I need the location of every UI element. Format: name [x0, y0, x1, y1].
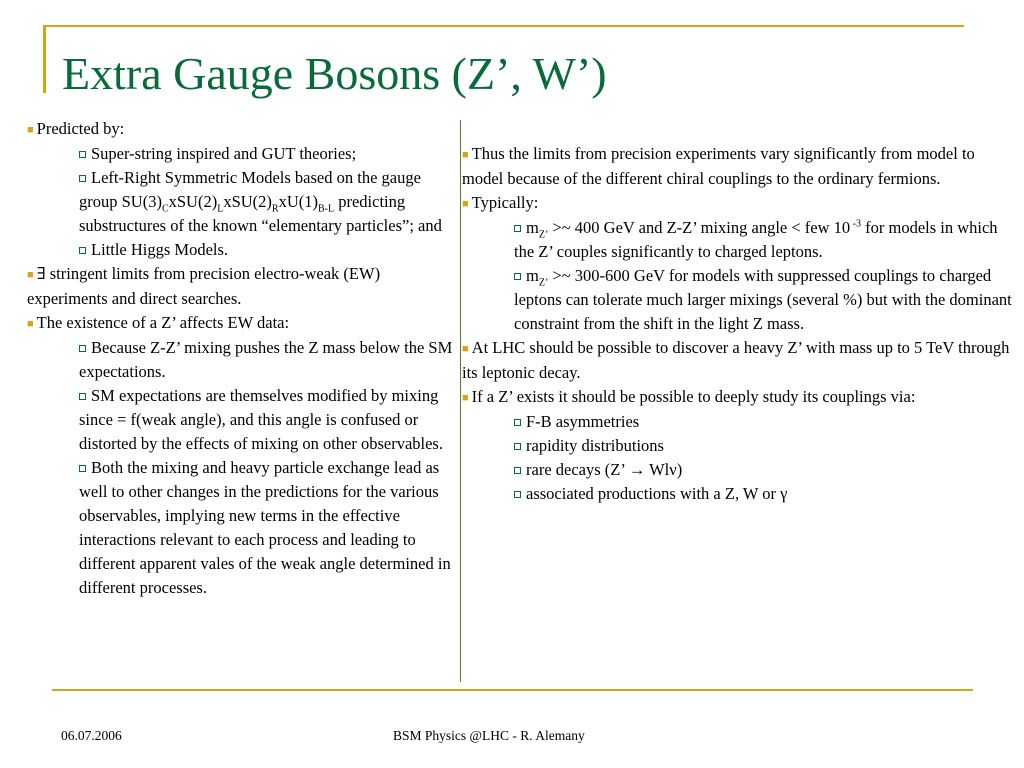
sub-bullet-fb-asymmetries: F-B asymmetries — [514, 410, 1014, 434]
hollow-square-bullet-icon — [514, 467, 521, 474]
title-frame-horizontal — [43, 25, 964, 27]
hollow-square-bullet-icon — [79, 247, 86, 254]
hollow-square-bullet-icon — [514, 443, 521, 450]
hollow-square-bullet-icon — [79, 175, 86, 182]
sub-bullet-associated: associated productions with a Z, W or γ — [514, 482, 1014, 506]
sub-bullet-little-higgs: Little Higgs Models. — [79, 238, 459, 262]
square-bullet-icon: ■ — [462, 392, 469, 404]
sub-bullet-superstring: Super-string inspired and GUT theories; — [79, 142, 459, 166]
hollow-square-bullet-icon — [514, 225, 521, 232]
hollow-square-bullet-icon — [514, 273, 521, 280]
sub-bullet-mass-300-600: $m_{Z’}$ >~ 300-600 GeV for models with suppressed couplings to charged leptons can tolerate much larger mixings (several %) but with the dominant constraint from the shift in the light Z mass. — [514, 266, 1012, 333]
footer-date: 06.07.2006 — [61, 728, 122, 743]
sub-bullet-mass-400: $m_{Z’}$ >~ 400 GeV and Z-Z’ mixing angle < few 10 $^{-3}$ for models in which the Z’ couples significantly to charged leptons. — [514, 218, 998, 261]
bullet-existence: ■ The existence of a Z’ affects EW data: — [27, 313, 290, 332]
title-frame-vertical — [43, 25, 46, 93]
hollow-square-bullet-icon — [514, 419, 521, 426]
sub-bullet-rapidity: rapidity distributions — [514, 434, 1014, 458]
hollow-square-bullet-icon — [79, 345, 86, 352]
hollow-square-bullet-icon — [514, 491, 521, 498]
sub-bullet-rare-decays: rare decays (Z’ → Wlν) — [514, 458, 1014, 482]
hollow-square-bullet-icon — [79, 393, 86, 400]
left-column — [27, 117, 459, 600]
square-bullet-icon: ■ — [462, 343, 469, 355]
hollow-square-bullet-icon — [79, 465, 86, 472]
right-column — [462, 142, 1014, 506]
bullet-typically: ■ Typically: — [462, 193, 539, 212]
bullet-lhc-discovery: ■ At LHC should be possible to discover a heavy Z’ with mass up to 5 TeV through its leptonic decay. — [462, 338, 1010, 382]
square-bullet-icon: ■ — [27, 269, 34, 281]
sub-bullet-sm-expectations: SM expectations are themselves modified by mixing since = f(weak angle), and this angle is confused or distorted by the effects of mixing on other observables. — [79, 386, 443, 453]
square-bullet-icon: ■ — [27, 318, 34, 330]
footer-title: BSM Physics @LHC - R. Alemany — [393, 728, 585, 743]
sub-bullet-mixing: Because Z-Z’ mixing pushes the Z mass below the SM expectations. — [79, 338, 453, 381]
sub-bullet-left-right: Left-Right Symmetric Models based on the gauge group $SU(3)_CxSU(2)_LxSU(2)_RxU(1)_{B-L}$ predicting substructures of the known “elementary particles”; and — [79, 168, 442, 235]
square-bullet-icon: ■ — [27, 124, 34, 136]
bullet-stringent-limits: ■ ∃ stringent limits from precision electro-weak (EW) experiments and direct searches. — [27, 264, 381, 308]
hollow-square-bullet-icon — [79, 151, 86, 158]
square-bullet-icon: ■ — [462, 149, 469, 161]
column-divider — [460, 120, 461, 682]
bullet-thus-limits: ■ Thus the limits from precision experiments vary significantly from model to model because of the different chiral couplings to the ordinary fermions. — [462, 144, 975, 188]
bullet-predicted: ■ Predicted by: — [27, 119, 125, 138]
footer-rule — [52, 689, 973, 691]
slide-title: Extra Gauge Bosons (Z’, W’) — [62, 48, 607, 99]
bullet-if-exists: ■ If a Z’ exists it should be possible to deeply study its couplings via: — [462, 387, 916, 406]
sub-bullet-both-mixing: Both the mixing and heavy particle exchange lead as well to other changes in the predictions for the various observables, implying new terms in the effective interactions relevant to each process and leading to different apparent vales of the weak angle determined in different processes. — [79, 458, 451, 597]
square-bullet-icon: ■ — [462, 198, 469, 210]
